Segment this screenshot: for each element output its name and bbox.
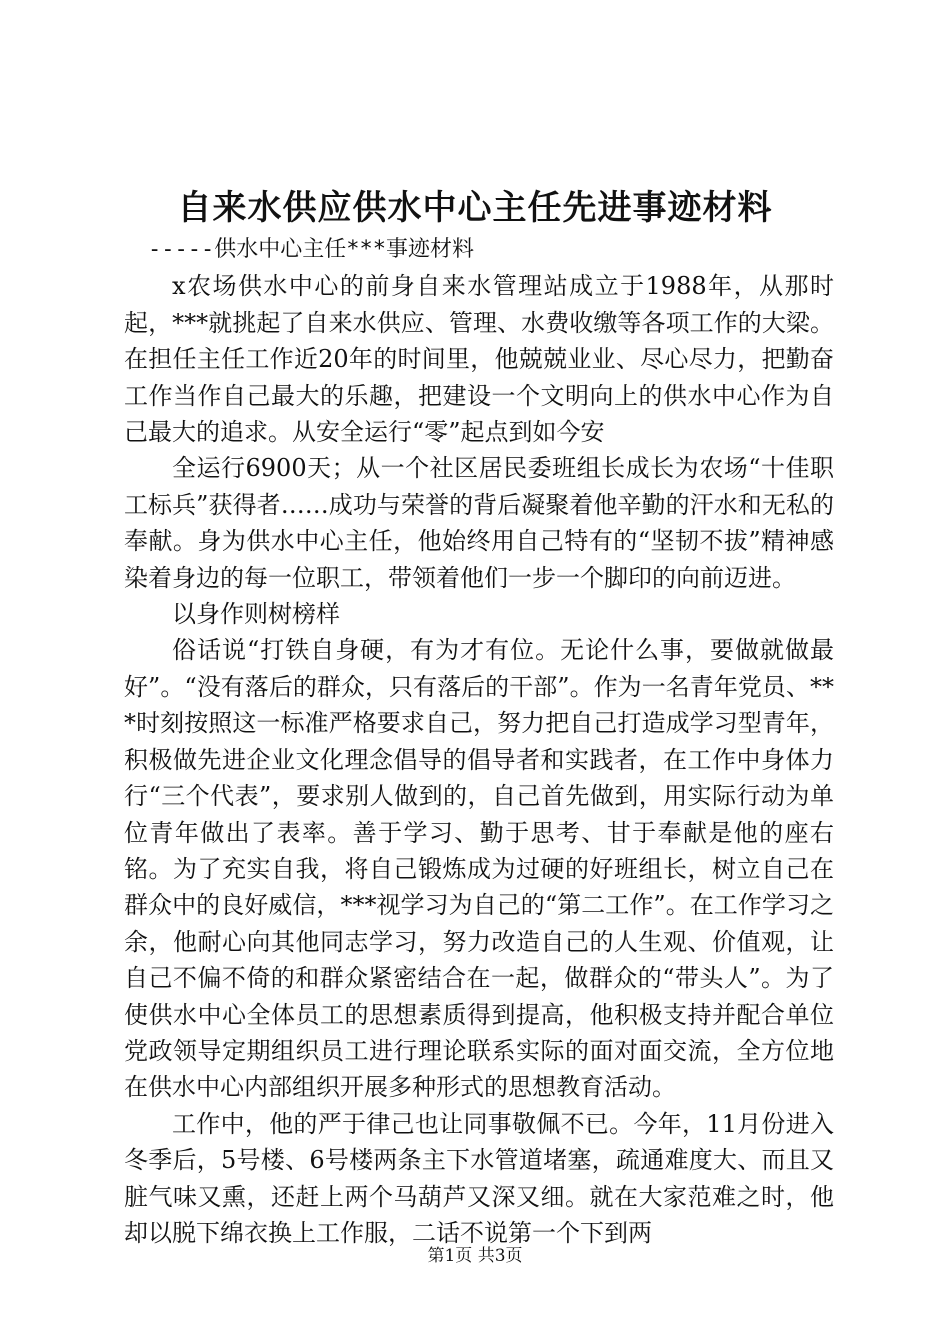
document-body (124, 232, 834, 1251)
document-title: 自来水供应供水中心主任先进事迹材料 (177, 188, 773, 228)
document-subtitle: -----供水中心主任***事迹材料 (148, 237, 474, 262)
paragraph-2: 全运行6900天；从一个社区居民委班组长成长为农场“十佳职工标兵”获得者……成功与荣誉的背后凝聚着他辛勤的汗水和无私的奉献。身为供水中心主任，他始终用自己特有的“坚韧不拔”精神感染着身边的每一位职工，带领着他们一步一个脚印的向前迈进。 (124, 454, 834, 592)
paragraph-3: 俗话说“打铁自身硬，有为才有位。无论什么事，要做就做最好”。“没有落后的群众，只有落后的干部”。作为一名青年党员、***时刻按照这一标准严格要求自己，努力把自己打造成学习型青年，积极做先进企业文化理念倡导的倡导者和实践者，在工作中身体力行“三个代表”，要求别人做到的，自己首先做到，用实际行动为单位青年做出了表率。善于学习、勤于思考、甘于奉献是他的座右铭。为了充实自我，将自己锻炼成为过硬的好班组长，树立自己在群众中的良好威信，***视学习为自己的“第二工作”。在工作学习之余，他耐心向其他同志学习，努力改造自己的人生观、价值观，让自己不偏不倚的和群众紧密结合在一起，做群众的“带头人”。为了使供水中心全体员工的思想素质得到提高，他积极支持并配合单位党政领导定期组织员工进行理论联系实际的面对面交流，全方位地在供水中心内部组织开展多种形式的思想教育活动。 (124, 636, 834, 1102)
paragraph-4: 工作中，他的严于律己也让同事敬佩不已。今年，11月份进入冬季后，5号楼、6号楼两条主下水管道堵塞，疏通难度大、而且又脏气味又熏，还赶上两个马葫芦又深又细。就在大家范难之时，他却以脱下绵衣换上工作服，二话不说第一个下到两 (124, 1109, 834, 1247)
paragraph-1: x农场供水中心的前身自来水管理站成立于1988年，从那时起，***就挑起了自来水供应、管理、水费收缴等各项工作的大梁。在担任主任工作近20年的时间里，他兢兢业业、尽心尽力，把勤奋工作当作自己最大的乐趣，把建设一个文明向上的供水中心作为自己最大的追求。从安全运行“零”起点到如今安 (124, 272, 834, 447)
section-heading: 以身作则树榜样 (172, 600, 340, 629)
page-number-footer: 第1页 共3页 (427, 1246, 523, 1266)
